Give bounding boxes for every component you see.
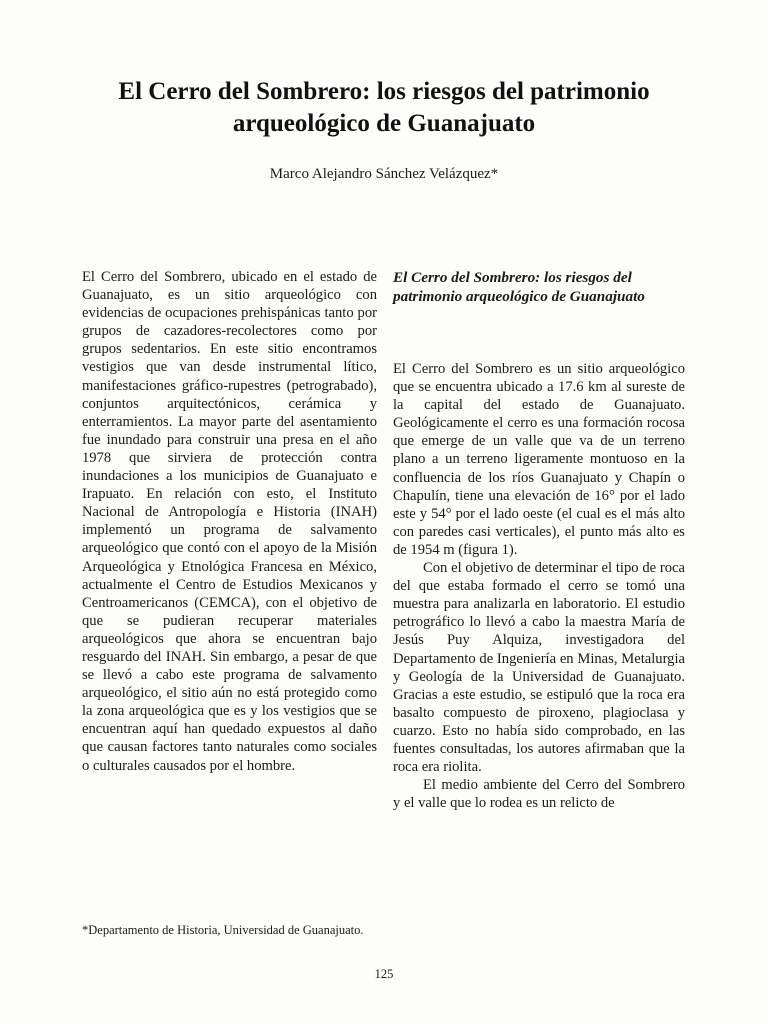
body-paragraph-2: Con el objetivo de determinar el tipo de roca del que estaba formado el cerro se tomó una muestra para analizarla en laboratorio. El estudio petrográfico lo llevó a cabo la maestra María de Jesús Puy Alquiza, investigadora del Departamento de Ingeniería en Minas, Metalurgia y Geología de la Universidad de Guanajuato. Gracias a este estudio, se estipuló que la roca era basalto compuesto de piroxeno, plagioclasa y cuarzo. Esto no había sido comprobado, en las fuentes consultadas, los autores afirmaban que la roca era riolita. xyxy=(393,560,685,776)
author-name: Marco Alejandro Sánchez Velázquez* xyxy=(269,166,499,182)
body-column xyxy=(393,268,685,812)
section-heading: El Cerro del Sombrero: los riesgos del patrimonio arqueológico de Guanajuato xyxy=(393,269,645,305)
article-title: El Cerro del Sombrero: los riesgos del patrimonio arqueológico de Guanajuato xyxy=(118,78,650,137)
abstract-paragraph: El Cerro del Sombrero, ubicado en el estado de Guanajuato, es un sitio arqueológico con evidencias de ocupaciones prehispánicas tanto por grupos de cazadores-recolectores como por grupos sedentarios. En este sitio encontramos vestigios que van desde instrumental lítico, manifestaciones gráfico-rupestres (petrograbado), conjuntos arquitectónicos, cerámica y enterramientos. La mayor parte del asentamiento fue inundado para construir una presa en el año 1978 que sirviera de protección contra inundaciones a los municipios de Guanajuato e Irapuato. En relación con esto, el Instituto Nacional de Antropología e Historia (INAH) implementó un programa de salvamento arqueológico que contó con el apoyo de la Misión Arqueológica y Etnológica Francesa en México, actualmente el Centro de Estudios Mexicanos y Centroamericanos (CEMCA), con el objetivo de que se pudieran recuperar materiales arqueológicos que ahora se encuentran bajo resguardo del INAH. Sin embargo, a pesar de que se llevó a cabo este programa de salvamento arqueológico, el sitio aún no está protegido como la zona arqueológica que es y los vestigios que se encuentran aquí han quedado expuestos al daño que causan factores tanto naturales como sociales o culturales causados por el hombre. xyxy=(82,269,377,774)
abstract-column xyxy=(82,268,377,775)
page-number: 125 xyxy=(374,967,394,981)
body-paragraph-3: El medio ambiente del Cerro del Sombrero y el valle que lo rodea es un relicto de xyxy=(393,777,685,812)
body-paragraph-1: El Cerro del Sombrero es un sitio arqueológico que se encuentra ubicado a 17.6 km al sureste de la capital del estado de Guanajuato. Geológicamente el cerro es una formación rocosa que emerge de un valle que va de un terreno plano a un terreno ligeramente montuoso en la confluencia de los ríos Guanajuato y Chapín o Chapulín, tiene una elevación de 16° por el lado este y 54° por el lado oeste (el cual es el más alto con paredes casi verticales), el punto más alto es de 1954 m (figura 1). xyxy=(393,361,685,558)
footnote: *Departamento de Historia, Universidad de Guanajuato. xyxy=(82,923,364,937)
